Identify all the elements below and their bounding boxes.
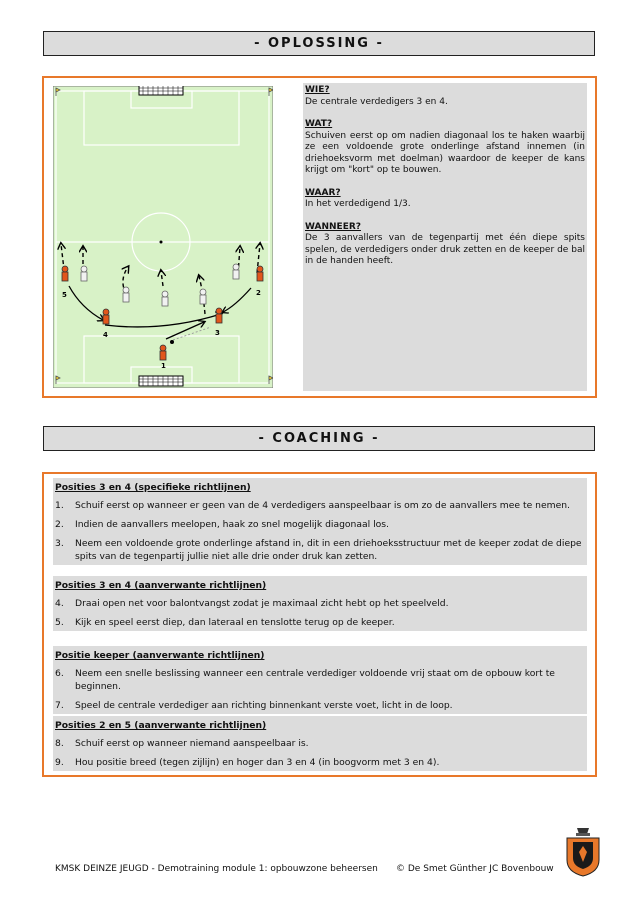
item-number: 7. (55, 700, 64, 711)
section-heading: Posities 3 en 4 (specifieke richtlijnen) (55, 482, 251, 493)
item-text: Schuif eerst op wanneer niemand aanspeelbaar is. (75, 738, 309, 749)
coaching-section-4 (53, 716, 587, 771)
item-text: Neem een snelle beslissing wanneer een centrale verdediger voldoende vrij staat om de opbouw kort te beginnen. (75, 668, 555, 692)
player-label-1: 1 (161, 362, 166, 370)
bottom-goal (139, 376, 183, 386)
info-text-wat: Schuiven eerst op om nadien diagonaal los te haken waarbij ze een voldoende grote onderlinge afstand innemen (in driehoeksvorm met doelman) waardoor de keeper de kans krijgt om "kort" op te bouwen. (305, 130, 585, 175)
list-item (53, 495, 587, 514)
info-heading-waar: WAAR? (305, 187, 341, 198)
item-text: Schuif eerst op wanneer er geen van de 4 verdedigers aanspeelbaar is om zo de aanvallers mee te nemen. (75, 500, 570, 511)
item-text: Neem een voldoende grote onderlinge afstand in, dit in een driehoeksstructuur met de keeper zodat de diepe spits van de tegenpartij jullie niet alle drie onder druk kan zetten. (75, 538, 582, 562)
info-heading-wie: WIE? (305, 85, 330, 95)
info-text-waar: In het verdedigend 1/3. (305, 199, 411, 209)
item-number: 1. (55, 500, 64, 511)
section-heading: Posities 3 en 4 (aanverwante richtlijnen) (55, 580, 267, 591)
list-item (53, 593, 587, 612)
coaching-section-3 (53, 646, 587, 714)
item-number: 3. (55, 538, 64, 549)
list-item (53, 695, 587, 714)
coaching-section-2 (53, 576, 587, 631)
item-number: 2. (55, 519, 64, 530)
list-item (53, 612, 587, 631)
list-item (53, 663, 587, 695)
footer-right: © De Smet Günther JC Bovenbouw (396, 864, 554, 874)
item-text: Draai open net voor balontvangst zodat je maximaal zicht hebt op het speelveld. (75, 598, 449, 609)
section-heading: Posities 2 en 5 (aanverwante richtlijnen) (55, 720, 267, 731)
ball (170, 340, 174, 344)
list-item (53, 533, 587, 565)
club-crest-icon (563, 826, 603, 878)
info-panel (303, 83, 587, 391)
section-heading: Positie keeper (aanverwante richtlijnen) (55, 650, 265, 661)
player-label-4: 4 (103, 331, 108, 339)
info-text-wie: De centrale verdedigers 3 en 4. (305, 96, 448, 107)
footer-left: KMSK DEINZE JEUGD - Demotraining module 1: opbouwzone beheersen (55, 864, 378, 874)
pitch-diagram (53, 86, 273, 388)
item-text: Indien de aanvallers meelopen, haak zo snel mogelijk diagonaal los. (75, 519, 389, 530)
pitch (53, 86, 273, 388)
list-item (53, 733, 587, 752)
list-item (53, 752, 587, 771)
info-heading-wat: WAT? (305, 119, 333, 129)
top-goal (139, 86, 183, 95)
player-label-2: 2 (256, 289, 261, 297)
item-number: 5. (55, 617, 64, 628)
pitch-grass (53, 86, 273, 388)
info-heading-wanneer: WANNEER? (305, 221, 361, 232)
oplossing-banner: - OPLOSSING - (43, 31, 595, 56)
item-text: Speel de centrale verdediger aan richting binnenkant verste voet, licht in de loop. (75, 700, 453, 711)
item-text: Hou positie breed (tegen zijlijn) en hoger dan 3 en 4 (in boogvorm met 3 en 4). (75, 757, 440, 768)
item-number: 9. (55, 757, 64, 768)
list-item (53, 514, 587, 533)
info-text-wanneer: De 3 aanvallers van de tegenpartij met één diepe spits spelen, de verdedigers onder druk zetten en de keeper de bal in de handen heeft. (305, 233, 585, 266)
club-logo (563, 826, 603, 878)
coaching-section-1 (53, 478, 587, 565)
player-label-3: 3 (215, 329, 220, 337)
item-number: 6. (55, 668, 64, 679)
item-text: Kijk en speel eerst diep, dan lateraal en tenslotte terug op de keeper. (75, 617, 395, 628)
player-label-5: 5 (62, 291, 67, 299)
coaching-banner: - COACHING - (43, 426, 595, 451)
item-number: 4. (55, 598, 64, 609)
item-number: 8. (55, 738, 64, 749)
